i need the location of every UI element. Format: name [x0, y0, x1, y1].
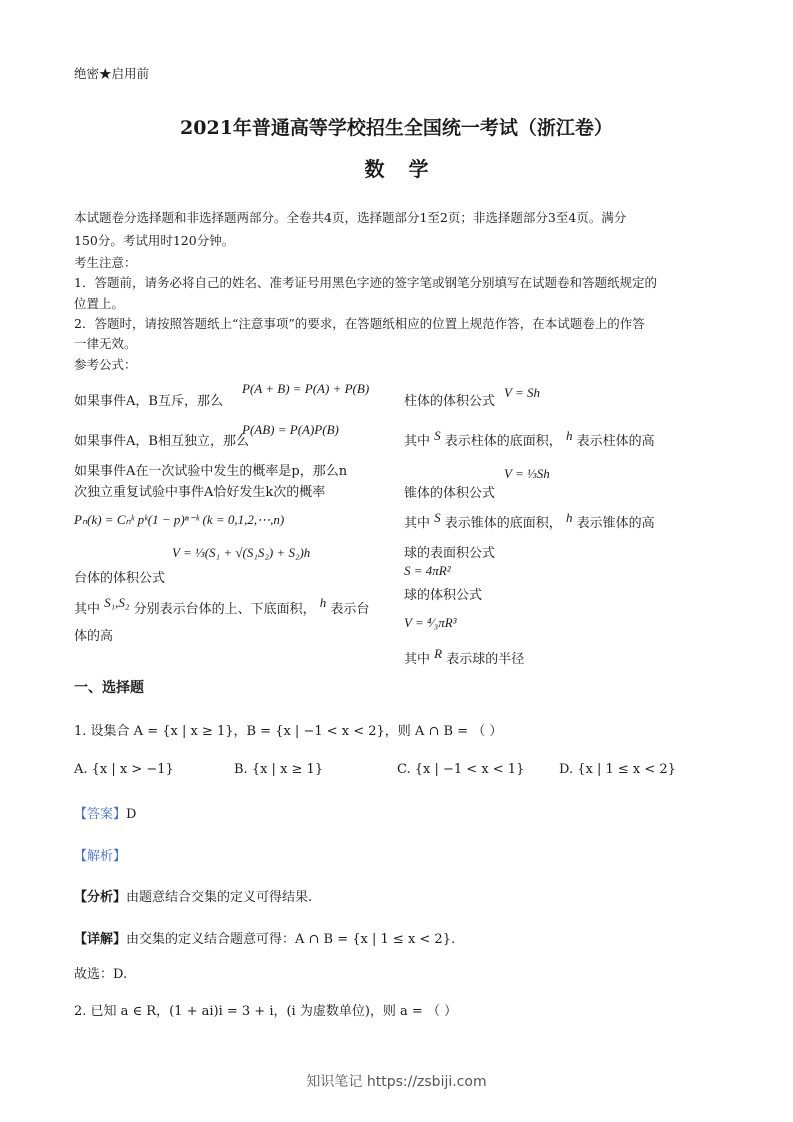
formula-pyramid-text: 锥体的体积公式: [404, 486, 496, 501]
fenxi-tag: 【分析】: [74, 890, 127, 905]
question-1-stem: 1. 设集合 A = {x | x ≥ 1}，B = {x | −1 < x < 2}，则 A ∩ B = （ ）: [74, 724, 503, 739]
formula-exclusive-text: 如果事件A，B互斥，那么: [74, 394, 223, 409]
frustum-note-line-2: 体的高: [74, 629, 114, 644]
intro-line-1: 本试题卷分选择题和非选择题两部分。全卷共4页，选择题部分1至2页；非选择题部分3至4页。满分: [74, 210, 627, 225]
section-heading: 一、选择题: [74, 680, 144, 696]
frustum-note-line-1: 其中 S₁,S₂ 分别表示台体的上、下底面积， h 表示台: [74, 595, 370, 617]
notice-label: 考生注意：: [74, 255, 137, 270]
formula-sphere-volume-text: 球的体积公式: [404, 588, 483, 603]
answer-tag: 【答案】: [74, 807, 127, 822]
formula-exclusive: P(A + B) = P(A) + P(B): [242, 381, 370, 396]
note-2-line-1: 2．答题时，请按照答题纸上“注意事项”的要求，在答题纸相应的位置上规范作答，在本试题卷上的作答: [74, 316, 645, 331]
formula-frustum: V = ⅓(S₁ + √(S₁S₂) + S₂)h: [172, 545, 311, 560]
intro-line-2: 150分。考试用时120分钟。: [74, 233, 235, 248]
pyramid-note: 其中 S 表示锥体的底面积， h 表示锥体的高: [404, 510, 655, 531]
formula-independent: P(AB) = P(A)P(B): [242, 422, 339, 437]
sphere-note: 其中 R 表示球的半径: [404, 646, 525, 667]
formula-label: 参考公式：: [74, 357, 137, 372]
formula-prism: V = Sh: [504, 385, 540, 400]
page-title: 2021年普通高等学校招生全国统一考试（浙江卷）: [180, 117, 613, 139]
note-2-line-2: 一律无效。: [74, 336, 137, 351]
subject-title: 数学: [364, 157, 453, 181]
question-1-option-a: A. {x | x > −1}: [74, 762, 174, 777]
confidential-label: 绝密★启用前: [74, 66, 150, 81]
answer-value: D: [126, 807, 137, 822]
formula-sphere-area-text: 球的表面积公式: [404, 546, 496, 561]
formula-frustum-text: 台体的体积公式: [74, 571, 166, 586]
note-1-line-1: 1．答题前，请务必将自己的姓名、准考证号用黑色字迹的签字笔或钢笔分别填写在试题卷和答题纸规定的: [74, 275, 657, 290]
formula-pyramid: V = ⅓Sh: [504, 466, 550, 481]
formula-binomial: Pₙ(k) = Cₙᵏ pᵏ(1 − p)ⁿ⁻ᵏ (k = 0,1,2,⋯,n): [74, 512, 285, 527]
question-2-stem: 2. 已知 a ∈ R，(1 + ai)i = 3 + i，(i 为虚数单位)，则 a = （ ）: [74, 1004, 458, 1019]
prism-note: 其中 S 表示柱体的底面积， h 表示柱体的高: [404, 428, 655, 449]
question-1-detail: 【详解】由交集的定义结合题意可得：A ∩ B = {x | 1 ≤ x < 2}.: [74, 932, 456, 947]
question-1-option-c: C. {x | −1 < x < 1}: [397, 762, 525, 777]
note-1-line-2: 位置上。: [74, 296, 125, 311]
question-1-fenxi: 【分析】由题意结合交集的定义可得结果.: [74, 890, 313, 905]
analysis-tag: 【解析】: [74, 849, 127, 864]
formula-sphere-area: S = 4πR²: [404, 563, 451, 578]
question-1-choice: 故选：D.: [74, 967, 128, 982]
detail-tag: 【详解】: [74, 932, 127, 947]
formula-independent-text: 如果事件A，B相互独立，那么: [74, 434, 249, 449]
formula-prism-text: 柱体的体积公式: [404, 394, 496, 409]
question-1-option-b: B. {x | x ≥ 1}: [234, 762, 324, 777]
footer-watermark: 知识笔记 https://zsbiji.com: [306, 1074, 487, 1090]
formula-sphere-volume: V = ⁴⁄₃πR³: [404, 615, 457, 630]
question-1-answer: [74, 803, 136, 822]
formula-binomial-line-1: 如果事件A在一次试验中发生的概率是p，那么n: [74, 464, 348, 479]
formula-binomial-line-2: 次独立重复试验中事件A恰好发生k次的概率: [74, 485, 326, 500]
question-1-option-d: D. {x | 1 ≤ x < 2}: [559, 762, 676, 777]
